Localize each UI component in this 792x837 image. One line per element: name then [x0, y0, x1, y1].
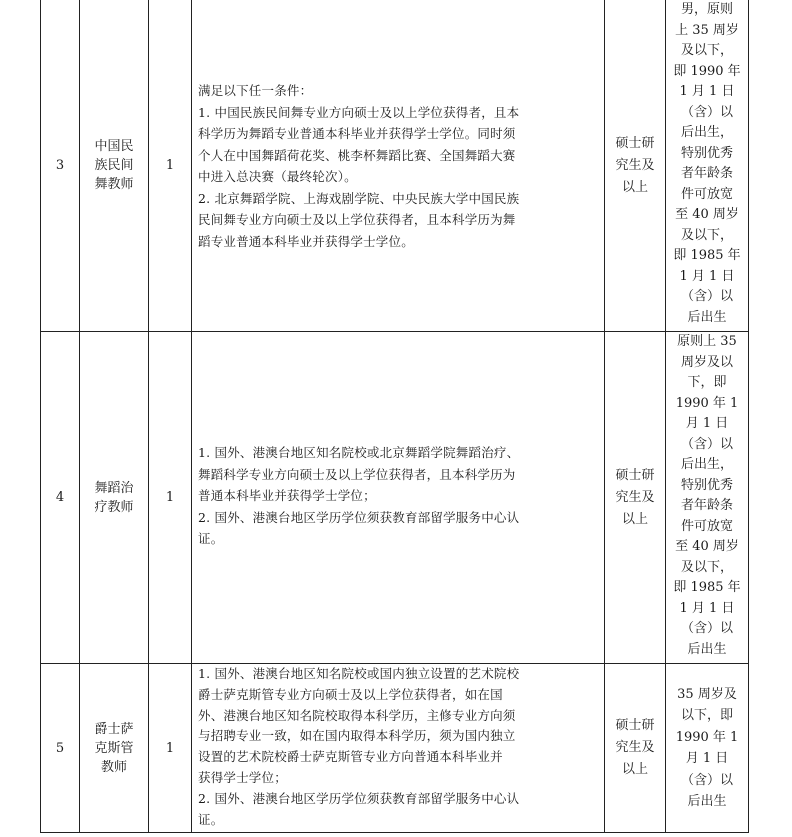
- age-line: 男，原则: [680, 2, 733, 17]
- requirement-line: 满足以下任一条件：: [198, 83, 313, 98]
- age-line: 至 40 周岁: [675, 207, 739, 222]
- age-line: 后出生，: [680, 457, 733, 472]
- education-line: 究生及: [615, 489, 655, 505]
- education-line: 硕士研: [615, 718, 655, 733]
- table-cell-number: [41, 332, 79, 663]
- age-line: 件可放宽: [680, 186, 733, 202]
- requirement-line: 舞蹈科学专业方向硕士及以上学位获得者，且本科学历为: [198, 466, 516, 482]
- position-count: 1: [165, 490, 175, 505]
- age-line: 1990 年 1: [675, 729, 739, 745]
- position-name-line: 中国民: [94, 139, 134, 154]
- age-line: 特别优秀: [680, 477, 733, 493]
- table-cell-requirements: [198, 80, 602, 252]
- table-cell-count: [149, 664, 191, 832]
- row-number: 3: [55, 158, 65, 173]
- table-cell-position: [80, 332, 148, 663]
- age-line: 月 1 日: [685, 751, 729, 766]
- table-cell-education: [605, 332, 665, 663]
- age-line: （含）以: [680, 436, 733, 452]
- table-border-right: [748, 0, 749, 832]
- age-line: 35 周岁及: [677, 686, 737, 702]
- education-line: 硕士研: [615, 467, 655, 483]
- education-line: 以上: [621, 762, 648, 777]
- requirement-line: 1. 国外、港澳台地区知名院校或北京舞蹈学院舞蹈治疗、: [198, 445, 520, 460]
- requirement-line: 证。: [198, 531, 224, 546]
- position-count: 1: [165, 740, 175, 756]
- requirement-line: 1. 国外、港澳台地区知名院校或国内独立设置的艺术院校: [198, 666, 520, 681]
- requirement-line: 2. 国外、港澳台地区学历学位须获教育部留学服务中心认: [198, 790, 520, 806]
- table-cell-number: [41, 0, 79, 331]
- age-line: （含）以: [680, 772, 733, 788]
- table-cell-count: [149, 332, 191, 663]
- education-line: 以上: [621, 179, 648, 195]
- age-line: 及以下，: [680, 43, 733, 58]
- column-divider: [191, 0, 192, 832]
- table-cell-position: [80, 0, 148, 331]
- position-name-line: 教师: [100, 759, 127, 775]
- age-line: 原则上 35: [677, 334, 737, 349]
- age-line: 后出生: [687, 641, 727, 657]
- requirement-line: 2. 北京舞蹈学院、上海戏剧学院、中央民族大学中国民族: [198, 190, 520, 206]
- age-line: （含）以: [680, 289, 733, 304]
- age-line: 1 月 1 日: [679, 600, 735, 616]
- requirement-line: 个人在中国舞蹈荷花奖、桃李杯舞蹈比赛、全国舞蹈大赛: [198, 147, 516, 163]
- age-line: 及以下，: [680, 227, 733, 243]
- table-cell-count: [149, 0, 191, 331]
- position-name-line: 爵士萨: [94, 721, 134, 737]
- requirement-line: 科学历为舞蹈专业普通本科毕业并获得学士学位。同时须: [198, 126, 516, 141]
- education-line: 究生及: [615, 740, 655, 755]
- age-line: 特别优秀: [680, 145, 733, 161]
- requirement-line: 2. 国外、港澳台地区学历学位须获教育部留学服务中心认: [198, 509, 520, 525]
- requirement-line: 蹈专业普通本科毕业并获得学士学位。: [198, 233, 414, 249]
- table-cell-number: [41, 664, 79, 832]
- age-line: （含）以: [680, 621, 733, 636]
- age-line: 后出生，: [680, 125, 733, 140]
- position-name-line: 疗教师: [94, 499, 134, 515]
- age-line: 者年龄条: [680, 498, 733, 513]
- age-line: 件可放宽: [680, 518, 733, 534]
- age-line: 即 1990 年: [673, 63, 741, 79]
- table-cell-age: [666, 332, 748, 660]
- row-number: 5: [55, 740, 65, 756]
- age-line: 后出生: [687, 794, 727, 809]
- requirement-line: 获得学士学位；: [198, 769, 287, 785]
- table-cell-requirements: [198, 664, 602, 830]
- table-border-bottom: [40, 832, 749, 833]
- age-line: 至 40 周岁: [675, 539, 739, 554]
- age-line: 1990 年 1: [675, 395, 739, 411]
- age-line: 即 1985 年: [673, 248, 741, 263]
- requirement-line: 证。: [198, 811, 224, 827]
- education-line: 硕士研: [615, 135, 655, 151]
- age-line: 以下，即: [680, 708, 733, 723]
- position-name-line: 舞蹈治: [94, 480, 134, 496]
- age-line: 1 月 1 日: [679, 268, 735, 284]
- requirement-line: 普通本科毕业并获得学士学位；: [198, 488, 376, 503]
- age-line: 1 月 1 日: [679, 84, 735, 99]
- education-line: 以上: [621, 511, 648, 527]
- position-count: 1: [165, 158, 175, 173]
- table-cell-education: [605, 0, 665, 331]
- education-line: 究生及: [615, 157, 655, 173]
- requirement-line: 1. 中国民族民间舞专业方向硕士及以上学位获得者，且本: [198, 104, 520, 120]
- position-name-line: 族民间: [94, 158, 134, 173]
- requirement-line: 民间舞专业方向硕士及以上学位获得者，且本科学历为舞: [198, 212, 516, 227]
- requirement-line: 中进入总决赛（最终轮次）。: [198, 169, 357, 184]
- table-cell-education: [605, 664, 665, 832]
- age-line: 者年龄条: [680, 166, 733, 181]
- position-name-line: 克斯管: [94, 740, 134, 756]
- requirement-line: 设置的艺术院校爵士萨克斯管专业方向普通本科毕业并: [198, 749, 503, 765]
- table-cell-position: [80, 664, 148, 832]
- age-line: 月 1 日: [685, 416, 729, 431]
- position-name-line: 舞教师: [94, 177, 134, 192]
- requirement-line: 爵士萨克斯管专业方向硕士及以上学位获得者，如在国: [198, 686, 503, 702]
- requirement-line: 外、港澳台地区知名院校取得本科学历，主修专业方向须: [198, 707, 516, 723]
- age-line: 后出生: [687, 309, 727, 325]
- age-line: 上 35 周岁: [675, 22, 739, 38]
- age-line: 及以下，: [680, 559, 733, 575]
- age-line: 周岁及以: [680, 354, 733, 370]
- age-line: 即 1985 年: [673, 580, 741, 595]
- requirement-line: 与招聘专业一致，如在国内取得本科学历，须为国内独立: [198, 728, 516, 744]
- table-cell-age: [666, 664, 748, 832]
- age-line: 下，即: [687, 375, 727, 390]
- row-number: 4: [55, 490, 65, 505]
- age-line: （含）以: [680, 104, 733, 120]
- table-cell-requirements: [198, 442, 602, 550]
- table-cell-age: [666, 0, 748, 328]
